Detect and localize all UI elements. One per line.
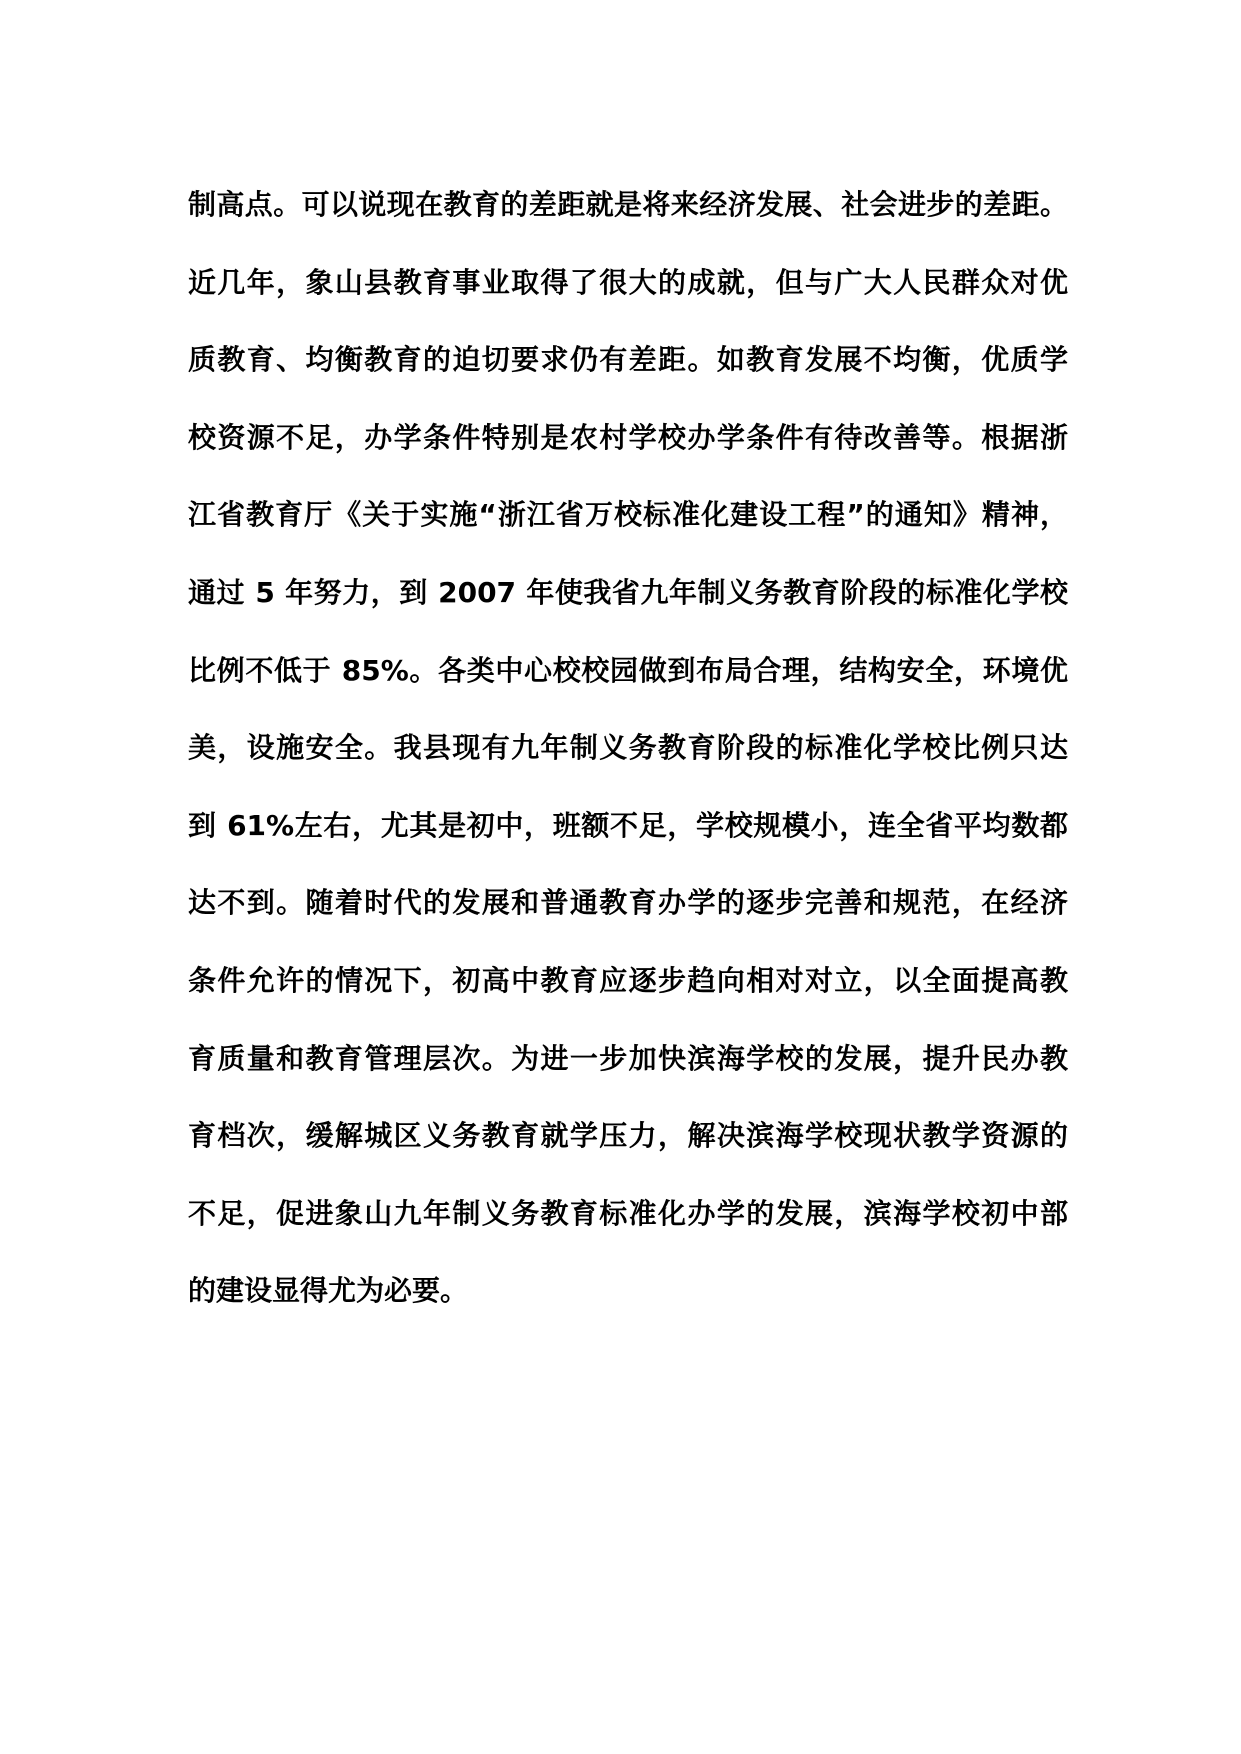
- paragraph-line: 美，设施安全。我县现有九年制义务教育阶段的标准化学校比例只达: [188, 731, 1068, 765]
- paragraph-line: 制高点。可以说现在教育的差距就是将来经济发展、社会进步的差距。: [188, 188, 1068, 221]
- body-paragraph: [188, 177, 1068, 1341]
- paragraph-line: 通过 5 年努力，到 2007 年使我省九年制义务教育阶段的标准化学校: [188, 575, 1068, 609]
- paragraph-line: 近几年，象山县教育事业取得了很大的成就，但与广大人民群众对优: [188, 265, 1068, 299]
- paragraph-line: 比例不低于 85%。各类中心校校园做到布局合理，结构安全，环境优: [188, 653, 1068, 687]
- paragraph-line: 达不到。随着时代的发展和普通教育办学的逐步完善和规范，在经济: [188, 886, 1068, 920]
- paragraph-line: 的建设显得尤为必要。: [188, 1274, 469, 1308]
- paragraph-line: 到 61%左右，尤其是初中，班额不足，学校规模小，连全省平均数都: [188, 808, 1068, 842]
- paragraph-line: 校资源不足，办学条件特别是农村学校办学条件有待改善等。根据浙: [188, 420, 1068, 454]
- paragraph-line: 育档次，缓解城区义务教育就学压力，解决滨海学校现状教学资源的: [188, 1119, 1068, 1153]
- paragraph-line: 育质量和教育管理层次。为进一步加快滨海学校的发展，提升民办教: [188, 1041, 1068, 1075]
- paragraph-line: 江省教育厅《关于实施“浙江省万校标准化建设工程”的通知》精神，: [188, 498, 1068, 532]
- paragraph-line: 质教育、均衡教育的迫切要求仍有差距。如教育发展不均衡，优质学: [188, 343, 1068, 377]
- paragraph-line: 不足，促进象山九年制义务教育标准化办学的发展，滨海学校初中部: [188, 1196, 1068, 1230]
- paragraph-line: 条件允许的情况下，初高中教育应逐步趋向相对对立，以全面提高教: [188, 963, 1068, 997]
